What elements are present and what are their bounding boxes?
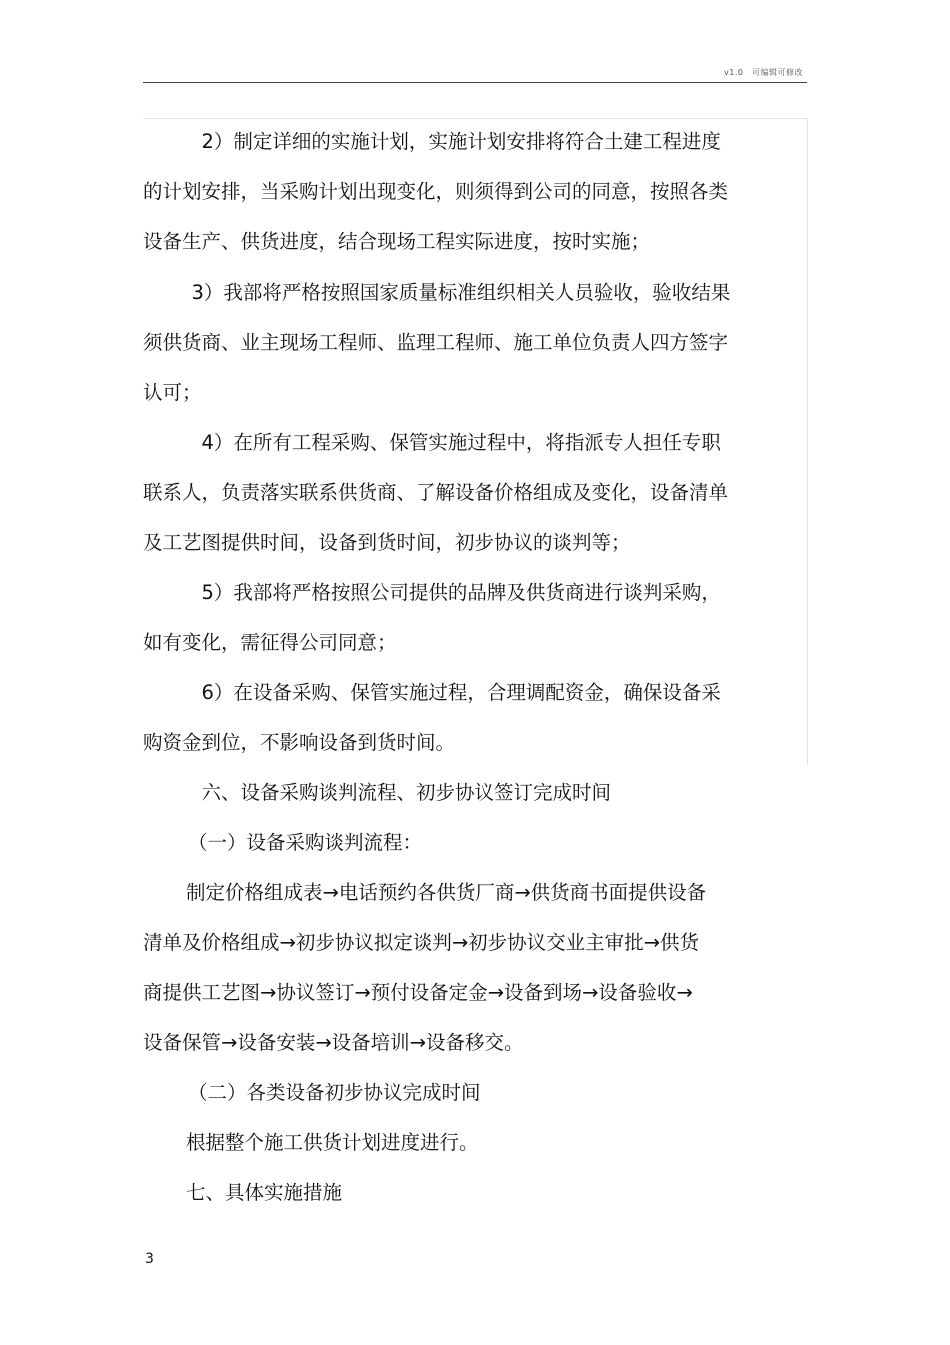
- text-line: （一）设备采购谈判流程：: [188, 831, 423, 854]
- text-line: 4）在所有工程采购、保管实施过程中，将指派专人担任专职: [182, 431, 721, 454]
- text-line: 2）制定详细的实施计划，实施计划安排将符合土建工程进度: [182, 130, 721, 153]
- text-line: 设备生产、供货进度，结合现场工程实际进度，按时实施；: [143, 230, 651, 253]
- text-line: 商提供工艺图→协议签订→预付设备定金→设备到场→设备验收→: [143, 981, 693, 1004]
- header-rule: [143, 82, 807, 83]
- text-line: 联系人，负责落实联系供货商、了解设备价格组成及变化，设备清单: [143, 481, 729, 504]
- text-line: 如有变化，需征得公司同意；: [143, 631, 397, 654]
- text-line: 6）在设备采购、保管实施过程，合理调配资金，确保设备采: [182, 681, 721, 704]
- text-line: 及工艺图提供时间，设备到货时间，初步协议的谈判等；: [143, 531, 631, 554]
- text-line: 3）我部将严格按照国家质量标准组织相关人员验收，验收结果: [172, 281, 731, 304]
- text-line: 设备保管→设备安装→设备培训→设备移交。: [143, 1031, 524, 1054]
- text-line: 须供货商、业主现场工程师、监理工程师、施工单位负责人四方签字: [143, 331, 729, 354]
- text-line: 认可；: [143, 381, 202, 404]
- text-line: 5）我部将严格按照公司提供的品牌及供货商进行谈判采购，: [182, 581, 721, 604]
- text-line: 购资金到位，不影响设备到货时间。: [143, 731, 456, 754]
- text-line: （二）各类设备初步协议完成时间: [188, 1081, 481, 1104]
- text-line: 制定价格组成表→电话预约各供货厂商→供货商书面提供设备: [186, 881, 707, 904]
- text-line: 清单及价格组成→初步协议拟定谈判→初步协议交业主审批→供货: [143, 931, 700, 954]
- page-number: 3: [145, 1251, 154, 1267]
- text-line: 根据整个施工供货计划进度进行。: [186, 1131, 479, 1154]
- text-line: 六、设备采购谈判流程、初步协议签订完成时间: [182, 781, 612, 804]
- text-line: 的计划安排，当采购计划出现变化，则须得到公司的同意，按照各类: [143, 180, 729, 203]
- header-version-tag: v1.0 可编辑可修改: [724, 68, 803, 77]
- text-line: 七、具体实施措施: [186, 1181, 343, 1204]
